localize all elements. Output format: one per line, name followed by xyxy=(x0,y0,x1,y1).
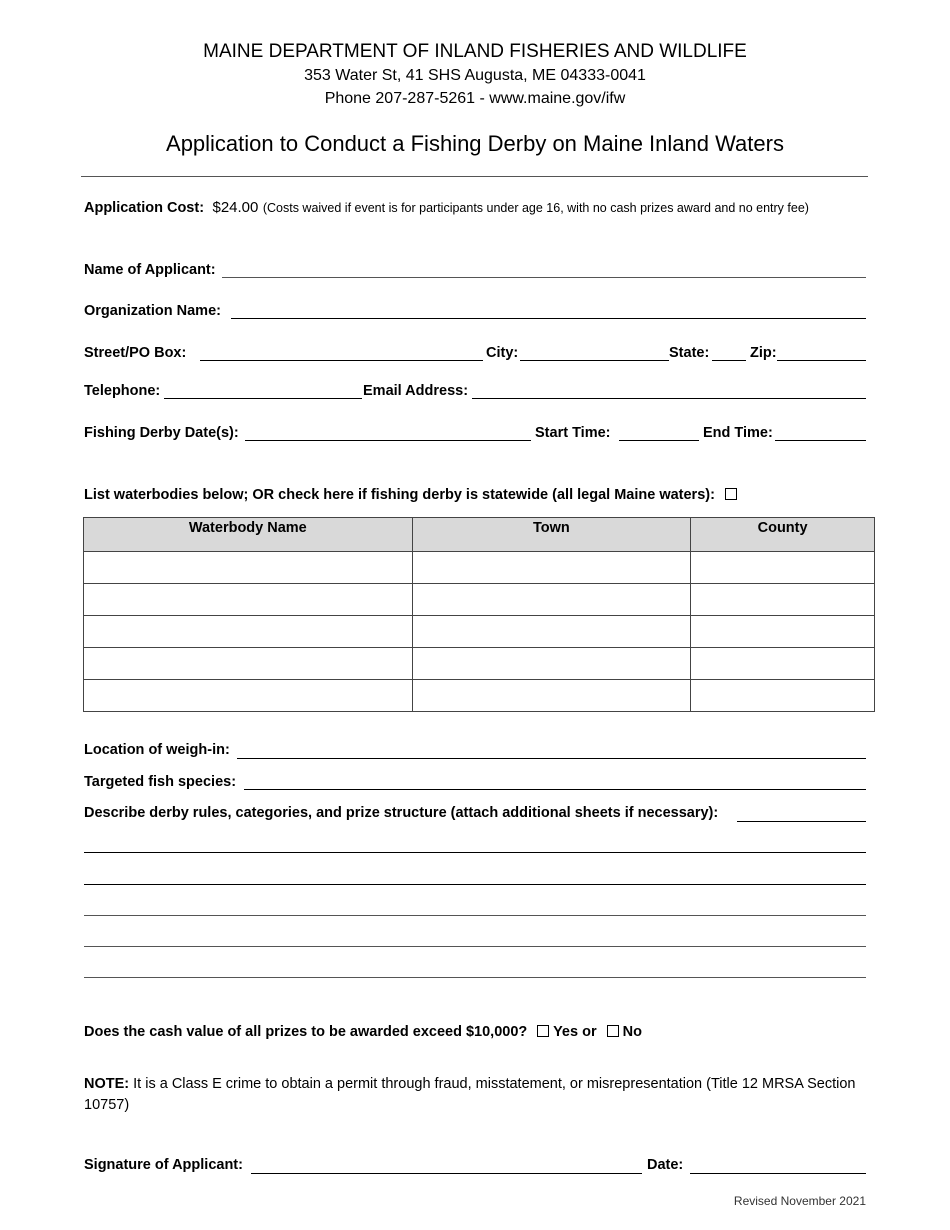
zip-label: Zip: xyxy=(750,345,777,361)
town-cell[interactable] xyxy=(412,552,691,584)
signature-label: Signature of Applicant: xyxy=(84,1157,243,1173)
name-of-applicant-field[interactable] xyxy=(222,277,866,278)
fraud-note xyxy=(84,1074,874,1116)
rules-line[interactable] xyxy=(84,977,866,978)
application-cost-label: Application Cost: xyxy=(84,200,205,216)
table-header-row xyxy=(84,518,875,552)
rules-line[interactable] xyxy=(84,852,866,853)
name-of-applicant-label: Name of Applicant: xyxy=(84,262,216,278)
revised-date: Revised November 2021 xyxy=(733,1194,866,1208)
city-field[interactable] xyxy=(520,360,669,361)
state-label: State: xyxy=(669,345,710,361)
rules-field[interactable] xyxy=(737,821,866,822)
waterbody-cell[interactable] xyxy=(84,552,413,584)
no-label: No xyxy=(622,1024,642,1040)
town-cell[interactable] xyxy=(412,680,691,712)
start-time-label: Start Time: xyxy=(535,425,611,441)
application-cost xyxy=(84,199,809,217)
county-cell[interactable] xyxy=(691,680,875,712)
note-label: NOTE: xyxy=(84,1076,130,1092)
column-header-town: Town xyxy=(412,518,691,552)
zip-field[interactable] xyxy=(777,360,866,361)
organization-name-label: Organization Name: xyxy=(84,303,221,319)
end-time-label: End Time: xyxy=(703,425,773,441)
species-field[interactable] xyxy=(244,789,866,790)
table-row xyxy=(84,552,875,584)
agency-name: MAINE DEPARTMENT OF INLAND FISHERIES AND WILDLIFE xyxy=(203,41,747,62)
prize-question-text: Does the cash value of all prizes to be awarded exceed $10,000? xyxy=(84,1024,528,1040)
weigh-in-label: Location of weigh-in: xyxy=(84,742,230,758)
date-label: Date: xyxy=(647,1157,684,1173)
county-cell[interactable] xyxy=(691,552,875,584)
rules-label: Describe derby rules, categories, and prize structure (attach additional sheets if necessary): xyxy=(84,805,719,821)
waterbodies-instruction-text: List waterbodies below; OR check here if fishing derby is statewide (all legal Maine waters): xyxy=(84,487,715,503)
table-row xyxy=(84,616,875,648)
agency-address: 353 Water St, 41 SHS Augusta, ME 04333-0041 xyxy=(304,67,646,84)
county-cell[interactable] xyxy=(691,584,875,616)
table-row xyxy=(84,680,875,712)
table-row xyxy=(84,584,875,616)
town-cell[interactable] xyxy=(412,648,691,680)
town-cell[interactable] xyxy=(412,584,691,616)
note-text: It is a Class E crime to obtain a permit through fraud, misstatement, or misrepresentation (Title 12 MRSA Section 10757) xyxy=(84,1076,856,1113)
rules-line[interactable] xyxy=(84,946,866,947)
waterbody-cell[interactable] xyxy=(84,648,413,680)
table-row xyxy=(84,648,875,680)
county-cell[interactable] xyxy=(691,616,875,648)
waterbodies-instruction xyxy=(84,487,737,503)
agency-contact: Phone 207-287-5261 - www.maine.gov/ifw xyxy=(324,90,626,107)
column-header-waterbody: Waterbody Name xyxy=(84,518,413,552)
no-checkbox[interactable] xyxy=(607,1025,619,1037)
weigh-in-field[interactable] xyxy=(237,758,866,759)
statewide-checkbox[interactable] xyxy=(725,488,737,500)
application-cost-note: (Costs waived if event is for participants under age 16, with no cash prizes award and no entry fee) xyxy=(262,201,809,215)
application-cost-amount: $24.00 xyxy=(212,199,259,216)
yes-checkbox[interactable] xyxy=(537,1025,549,1037)
waterbody-table xyxy=(83,517,875,712)
state-field[interactable] xyxy=(712,360,746,361)
waterbody-cell[interactable] xyxy=(84,584,413,616)
rules-line[interactable] xyxy=(84,884,866,885)
waterbody-cell[interactable] xyxy=(84,616,413,648)
prize-question xyxy=(84,1024,642,1040)
species-label: Targeted fish species: xyxy=(84,774,237,790)
town-cell[interactable] xyxy=(412,616,691,648)
derby-dates-label: Fishing Derby Date(s): xyxy=(84,425,239,441)
derby-dates-field[interactable] xyxy=(245,440,531,441)
email-address-label: Email Address: xyxy=(363,383,469,399)
page-title: Application to Conduct a Fishing Derby on Maine Inland Waters xyxy=(166,131,784,156)
telephone-field[interactable] xyxy=(164,398,362,399)
email-address-field[interactable] xyxy=(472,398,866,399)
city-label: City: xyxy=(486,345,519,361)
street-po-box-field[interactable] xyxy=(200,360,483,361)
county-cell[interactable] xyxy=(691,648,875,680)
waterbody-cell[interactable] xyxy=(84,680,413,712)
rules-line[interactable] xyxy=(84,915,866,916)
end-time-field[interactable] xyxy=(775,440,866,441)
column-header-county: County xyxy=(691,518,875,552)
header-divider xyxy=(81,176,868,177)
street-po-box-label: Street/PO Box: xyxy=(84,345,187,361)
date-field[interactable] xyxy=(690,1173,866,1174)
start-time-field[interactable] xyxy=(619,440,699,441)
organization-name-field[interactable] xyxy=(231,318,866,319)
signature-field[interactable] xyxy=(251,1173,642,1174)
telephone-label: Telephone: xyxy=(84,383,161,399)
yes-label: Yes or xyxy=(553,1024,597,1040)
